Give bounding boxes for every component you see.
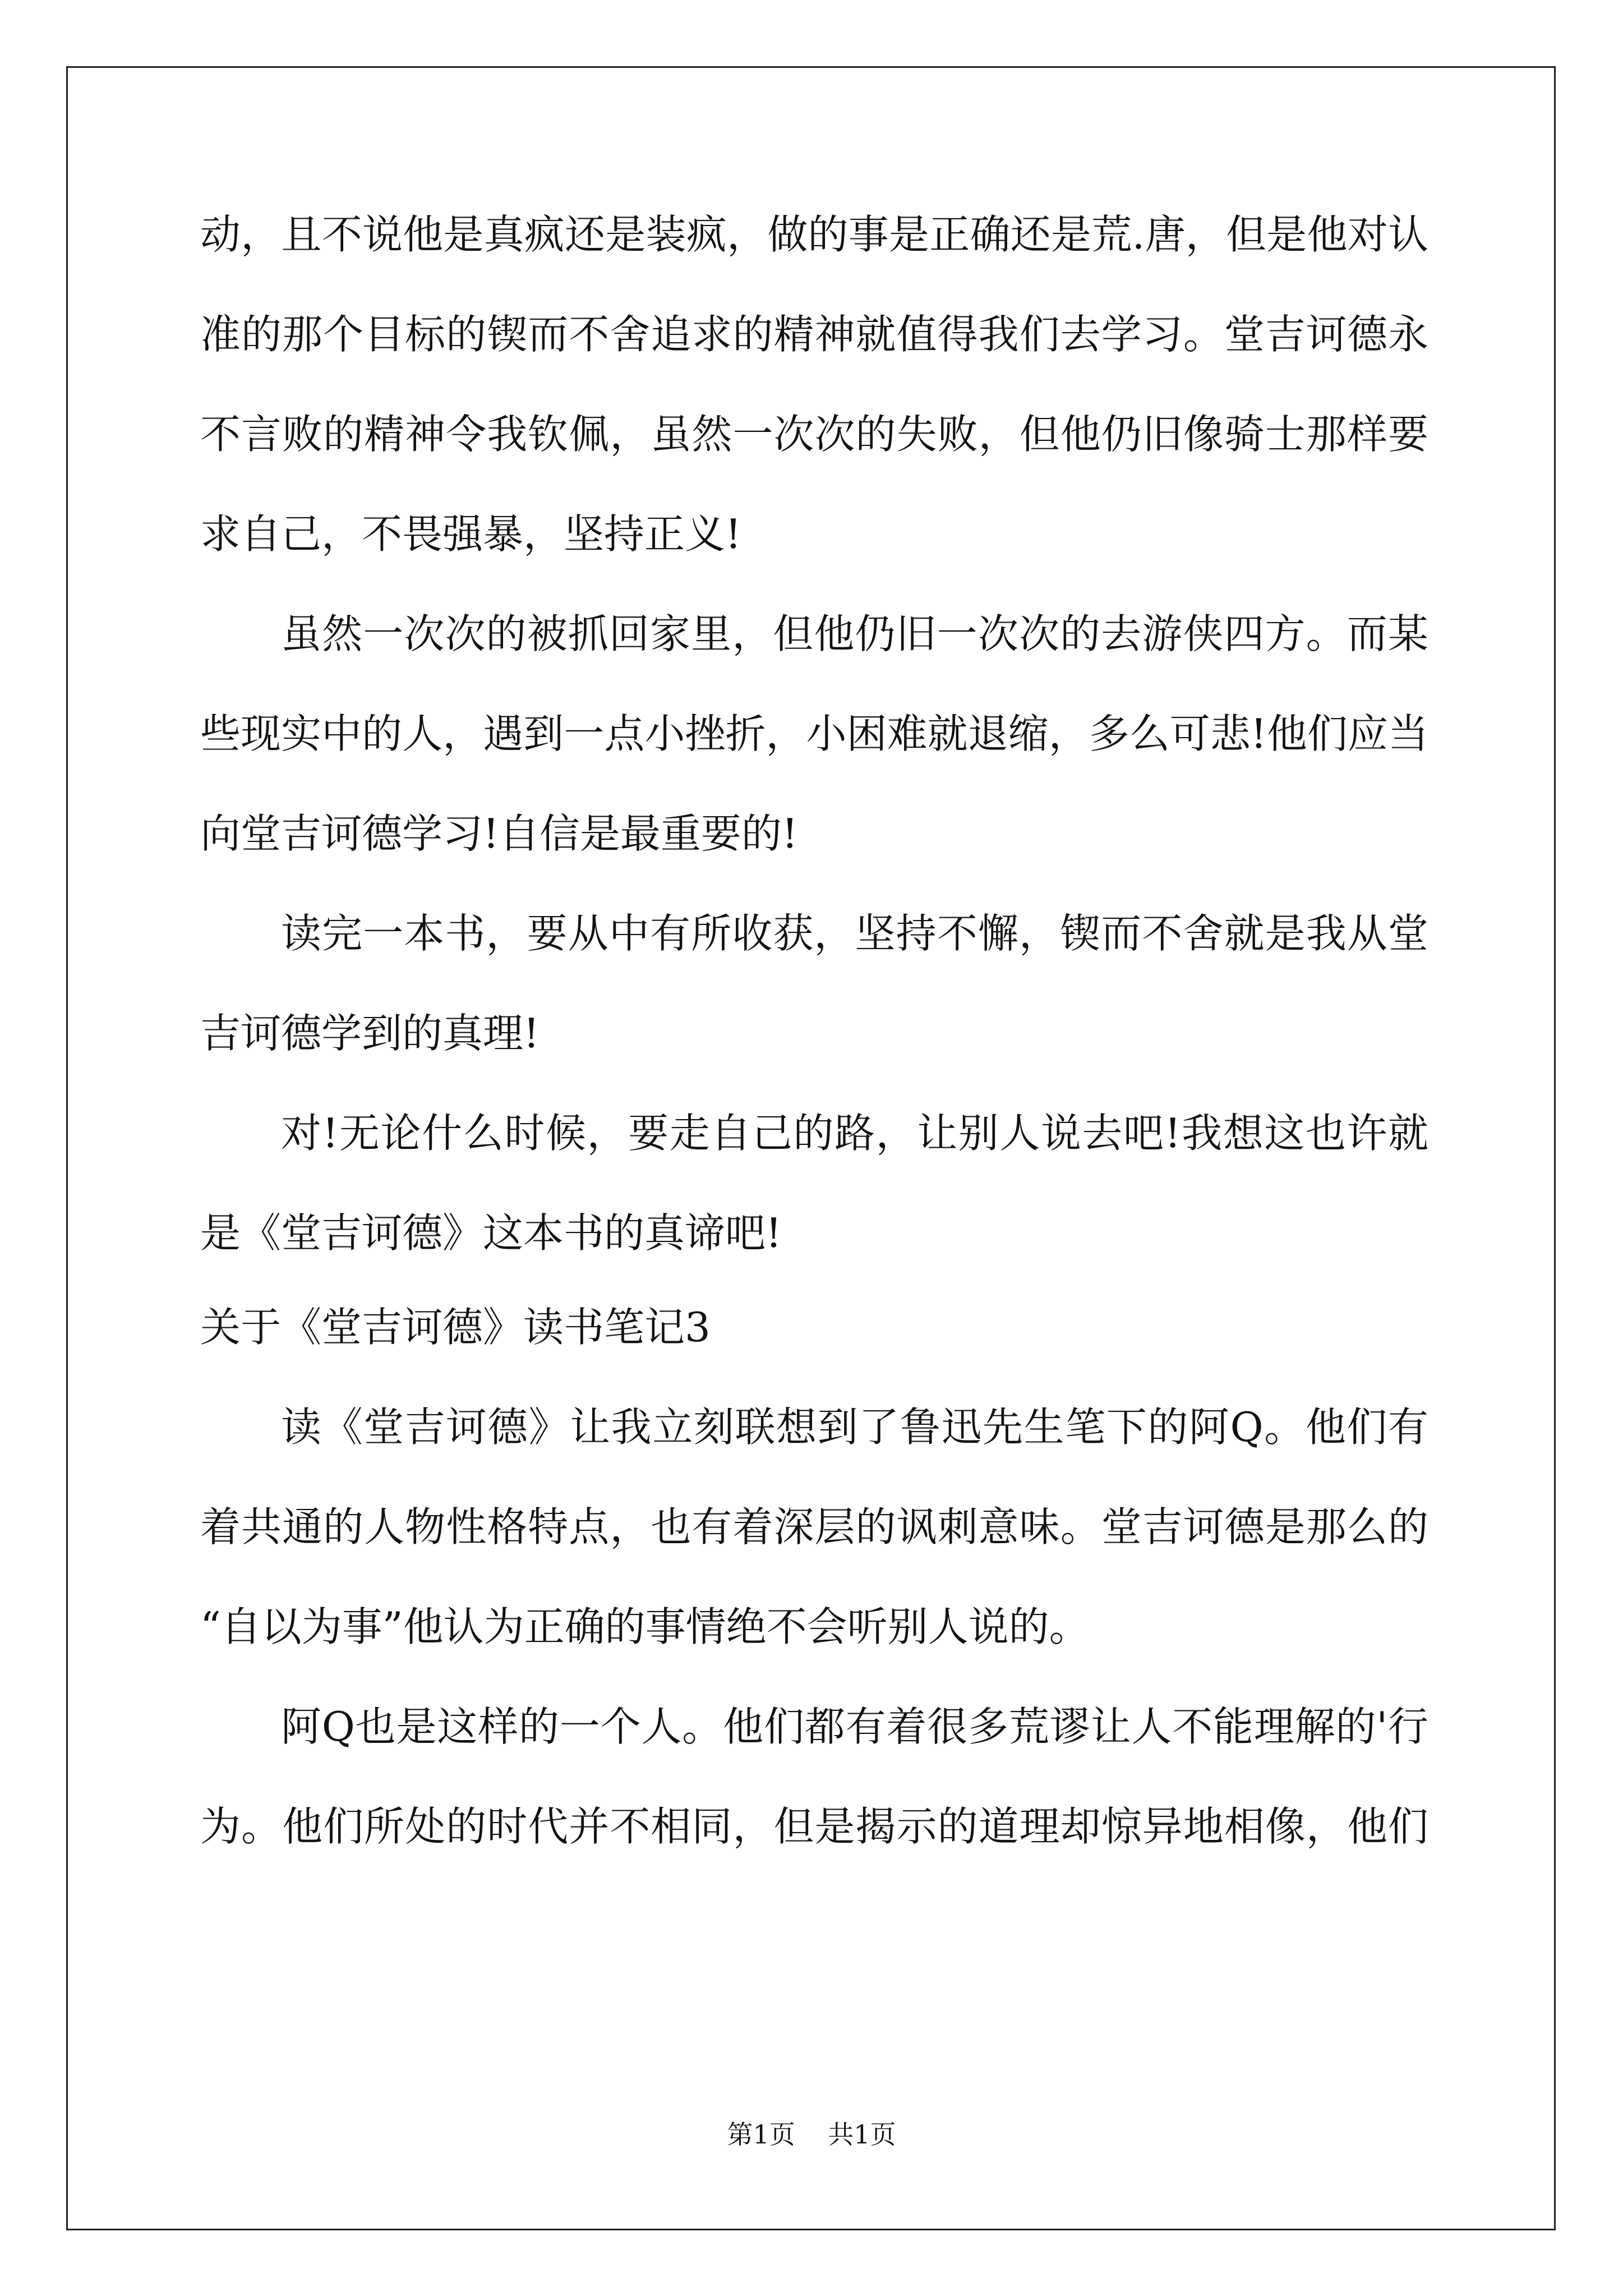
text-line: 求自己，不畏强暴，坚持正义! [200,510,741,558]
text-line: 是《堂吉诃德》这本书的真谛吧! [200,1209,782,1257]
page-total: 共1页 [828,2119,896,2150]
paragraph-start: 读《堂吉诃德》让我立刻联想到了鲁迅先生笔下的阿Q。他们有 [281,1404,1428,1451]
text-line: 些现实中的人，遇到一点小挫折，小困难就退缩，多么可悲!他们应当 [200,710,1428,757]
text-line: 着共通的人物性格特点，也有着深层的讽刺意味。堂吉诃德是那么的 [200,1503,1428,1550]
paragraph-start: 对!无论什么时候，要走自己的路，让别人说去吧!我想这也许就 [281,1110,1428,1157]
paragraph-start: 阿Q也是这样的一个人。他们都有着很多荒谬让人不能理解的'行 [281,1703,1428,1750]
text-line: 准的那个目标的锲而不舍追求的精神就值得我们去学习。堂吉诃德永 [200,311,1428,358]
text-line: 向堂吉诃德学习!自信是最重要的! [200,810,798,857]
text-line: 吉诃德学到的真理! [200,1010,540,1057]
page-number: 第1页 [727,2119,795,2150]
text-line: 动，且不说他是真疯还是装疯，做的事是正确还是荒.唐，但是他对认 [200,211,1428,258]
text-line: “自以为事”他认为正确的事情绝不会听别人说的。 [200,1603,1090,1650]
text-line: 不言败的精神令我钦佩，虽然一次次的失败，但他仍旧像骑士那样要 [200,411,1428,458]
page-footer [0,2118,1623,2151]
paragraph-start: 虽然一次次的被抓回家里，但他仍旧一次次的去游侠四方。而某 [281,610,1428,657]
text-line: 为。他们所处的时代并不相同，但是揭示的道理却惊异地相像，他们 [200,1803,1428,1850]
section-heading: 关于《堂吉诃德》读书笔记3 [200,1304,711,1351]
paragraph-start: 读完一本书，要从中有所收获，坚持不懈，锲而不舍就是我从堂 [281,910,1428,957]
